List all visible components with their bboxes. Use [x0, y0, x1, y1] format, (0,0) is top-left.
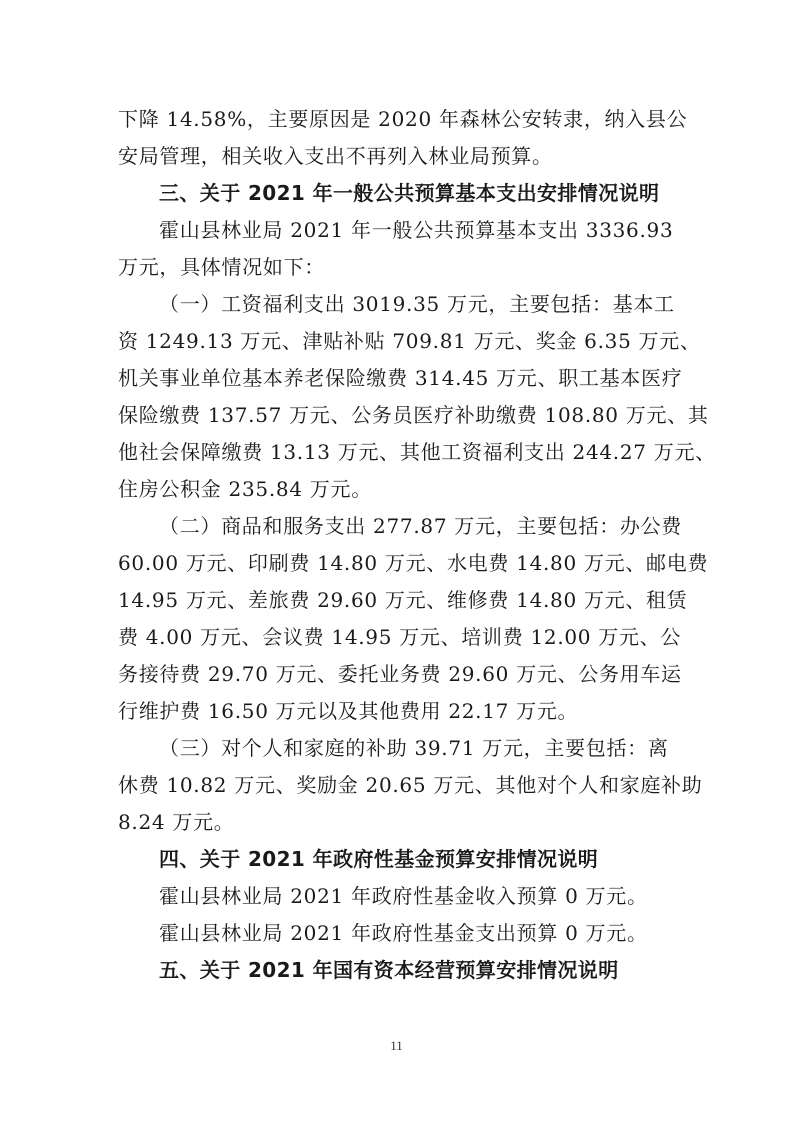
paragraph-line: 机关事业单位基本养老保险缴费 314.45 万元、职工基本医疗	[118, 366, 683, 390]
paragraph-line: 资 1249.13 万元、津贴补贴 709.81 万元、奖金 6.35 万元、	[118, 329, 701, 353]
paragraph-line: 8.24 万元。	[118, 810, 235, 834]
paragraph-line: 保险缴费 137.57 万元、公务员医疗补助缴费 108.80 万元、其	[118, 403, 709, 427]
body-text	[118, 101, 716, 989]
paragraph-line: 住房公积金 235.84 万元。	[118, 477, 372, 501]
paragraph-line: 安局管理，相关收入支出不再列入林业局预算。	[118, 144, 553, 168]
paragraph-line: （二）商品和服务支出 277.87 万元，主要包括：办公费	[159, 514, 682, 538]
section-heading-4: 四、关于 2021 年政府性基金预算安排情况说明	[159, 847, 599, 871]
paragraph-line: （三）对个人和家庭的补助 39.71 万元，主要包括：离	[159, 736, 669, 760]
paragraph-line: 14.95 万元、差旅费 29.60 万元、维修费 14.80 万元、租赁	[118, 588, 688, 612]
paragraph-line: 务接待费 29.70 万元、委托业务费 29.60 万元、公务用车运	[118, 662, 682, 686]
paragraph-line: 下降 14.58%，主要原因是 2020 年森林公安转隶，纳入县公	[118, 107, 688, 131]
paragraph-line: 霍山县林业局 2021 年政府性基金支出预算 0 万元。	[159, 921, 648, 945]
paragraph-line: 霍山县林业局 2021 年政府性基金收入预算 0 万元。	[159, 884, 648, 908]
paragraph-line: 万元，具体情况如下：	[118, 255, 325, 279]
paragraph-line: （一）工资福利支出 3019.35 万元，主要包括：基本工	[159, 292, 675, 316]
paragraph-line: 他社会保障缴费 13.13 万元、其他工资福利支出 244.27 万元、	[118, 440, 716, 464]
paragraph-line: 费 4.00 万元、会议费 14.95 万元、培训费 12.00 万元、公	[118, 625, 682, 649]
section-heading-5: 五、关于 2021 年国有资本经营预算安排情况说明	[159, 958, 619, 982]
page-number: 11	[390, 1038, 403, 1053]
paragraph-line: 休费 10.82 万元、奖励金 20.65 万元、其他对个人和家庭补助	[118, 773, 703, 797]
section-heading-3: 三、关于 2021 年一般公共预算基本支出安排情况说明	[159, 181, 660, 205]
paragraph-line: 霍山县林业局 2021 年一般公共预算基本支出 3336.93	[159, 218, 674, 242]
paragraph-line: 行维护费 16.50 万元以及其他费用 22.17 万元。	[118, 699, 579, 723]
paragraph-line: 60.00 万元、印刷费 14.80 万元、水电费 14.80 万元、邮电费	[118, 551, 709, 575]
